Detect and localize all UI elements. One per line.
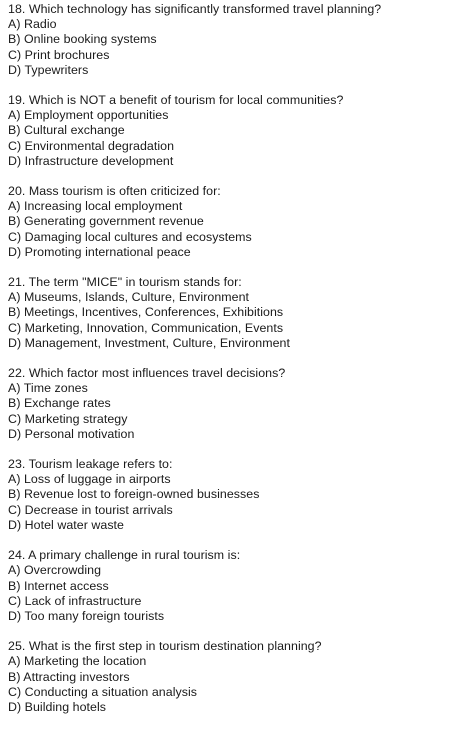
- option-a: A) Museums, Islands, Culture, Environment: [8, 290, 250, 305]
- option-c: C) Environmental degradation: [8, 138, 175, 153]
- option-a: A) Overcrowding: [8, 563, 102, 578]
- option-b: B) Exchange rates: [8, 396, 111, 411]
- question-text: 19. Which is NOT a benefit of tourism for local communities?: [8, 93, 344, 108]
- question-23: [8, 457, 448, 533]
- question-25: [8, 639, 448, 715]
- question-text: 24. A primary challenge in rural tourism is:: [8, 548, 241, 563]
- option-d: D) Personal motivation: [8, 426, 135, 441]
- option-c: C) Marketing, Innovation, Communication, Events: [8, 320, 284, 335]
- question-22: [8, 366, 448, 442]
- option-b: B) Cultural exchange: [8, 123, 125, 138]
- option-b: B) Internet access: [8, 578, 109, 593]
- question-20: [8, 184, 448, 260]
- option-b: B) Meetings, Incentives, Conferences, Exhibitions: [8, 305, 284, 320]
- question-19: [8, 93, 448, 169]
- option-b: B) Online booking systems: [8, 32, 157, 47]
- option-c: C) Print brochures: [8, 47, 110, 62]
- option-a: A) Loss of luggage in airports: [8, 472, 171, 487]
- option-c: C) Conducting a situation analysis: [8, 684, 198, 699]
- option-a: A) Increasing local employment: [8, 199, 183, 214]
- question-24: [8, 548, 448, 624]
- option-c: C) Decrease in tourist arrivals: [8, 502, 173, 517]
- quiz-document: [8, 2, 448, 730]
- option-a: A) Radio: [8, 17, 57, 32]
- option-b: B) Revenue lost to foreign-owned businesses: [8, 487, 260, 502]
- option-d: D) Management, Investment, Culture, Environment: [8, 335, 290, 350]
- option-d: D) Too many foreign tourists: [8, 608, 165, 623]
- question-text: 21. The term "MICE" in tourism stands for:: [8, 275, 242, 290]
- option-a: A) Time zones: [8, 381, 88, 396]
- option-c: C) Marketing strategy: [8, 411, 128, 426]
- option-a: A) Marketing the location: [8, 654, 147, 669]
- question-text: 25. What is the first step in tourism destination planning?: [8, 639, 322, 654]
- option-c: C) Damaging local cultures and ecosystems: [8, 229, 252, 244]
- option-a: A) Employment opportunities: [8, 108, 169, 123]
- question-text: 20. Mass tourism is often criticized for:: [8, 184, 221, 199]
- option-b: B) Generating government revenue: [8, 214, 204, 229]
- question-text: 23. Tourism leakage refers to:: [8, 457, 173, 472]
- question-text: 18. Which technology has significantly transformed travel planning?: [8, 2, 382, 16]
- option-d: D) Infrastructure development: [8, 153, 174, 168]
- option-d: D) Hotel water waste: [8, 517, 124, 532]
- question-text: 22. Which factor most influences travel decisions?: [8, 366, 286, 381]
- question-21: [8, 275, 448, 351]
- option-d: D) Building hotels: [8, 699, 107, 714]
- option-c: C) Lack of infrastructure: [8, 593, 142, 608]
- option-b: B) Attracting investors: [8, 669, 130, 684]
- option-d: D) Typewriters: [8, 62, 89, 77]
- question-18: [8, 2, 448, 78]
- option-d: D) Promoting international peace: [8, 244, 191, 259]
